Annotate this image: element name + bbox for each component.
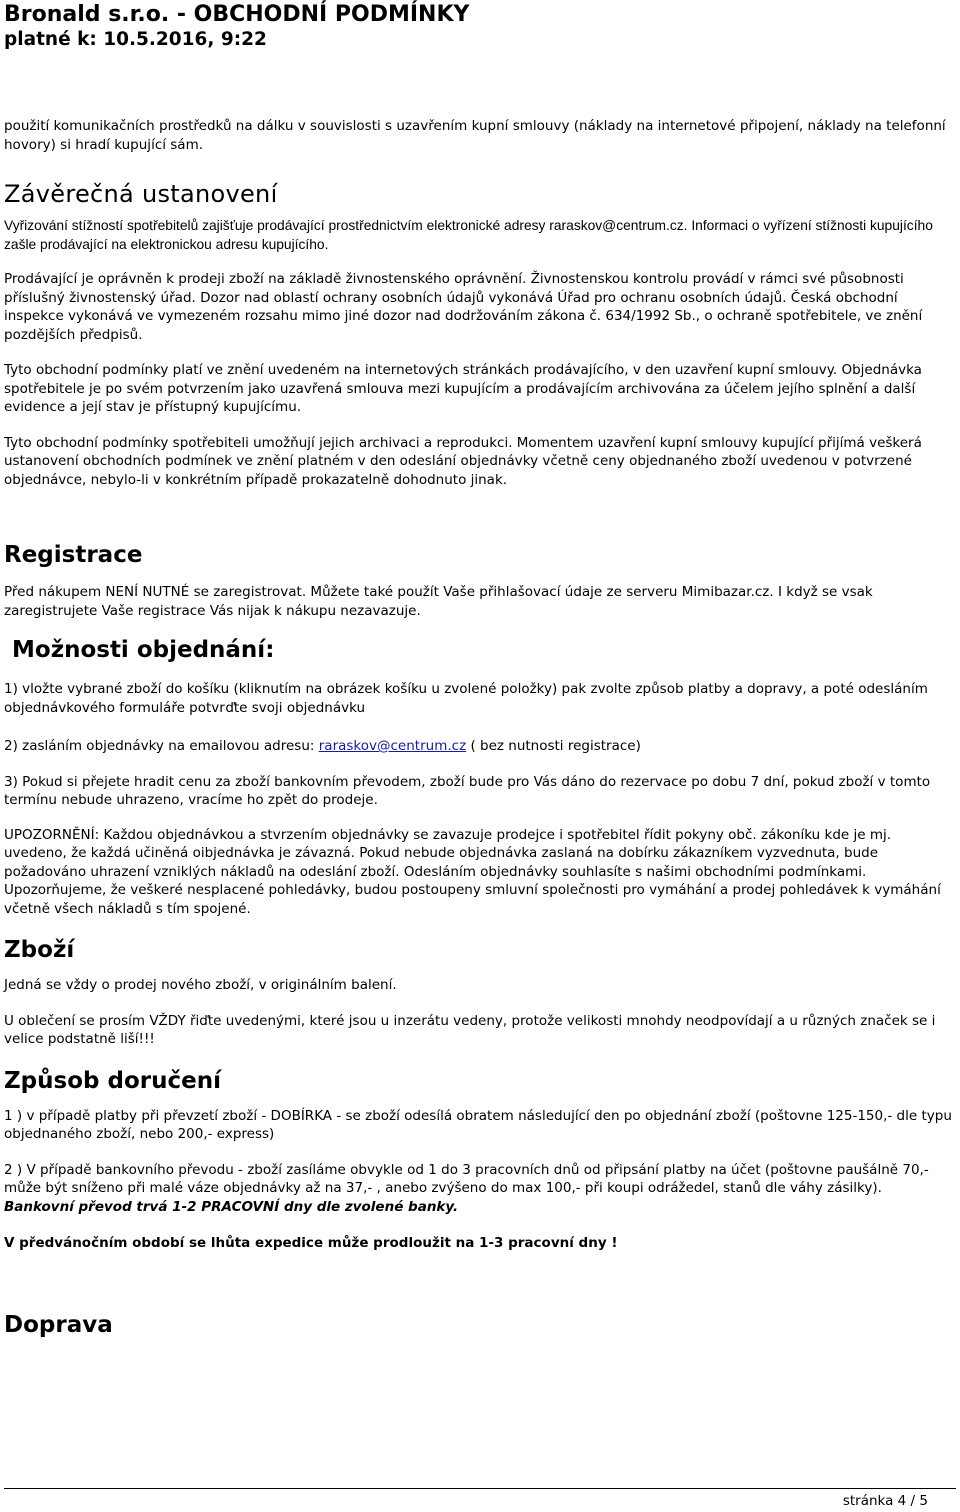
heading-registrace: Registrace xyxy=(4,542,143,568)
document-header xyxy=(4,2,469,52)
zbozi-p2: U oblečení se prosím VŽDY řiďte uvedenými, které jsou u inzerátu vedeny, protože velikosti mnohdy neodpovídají a u různých značek se i velice podstatně liší!!! xyxy=(4,1012,936,1047)
doruceni-p3: V předvánočním období se lhůta expedice může prodloužit na 1-3 pracovní dny ! xyxy=(4,1235,618,1251)
doruceni-p1: 1 ) v případě platby při převzetí zboží - DOBÍRKA - se zboží odesílá obratem následující den po objednání zboží (poštovne 125-150,- dle typu objednaného zboží, nebo 200,- express) xyxy=(4,1107,952,1142)
footer-divider xyxy=(4,1488,956,1489)
doruceni-p2-bold: Bankovní převod trvá 1-2 PRACOVNÍ dny dle zvolené banky. xyxy=(4,1198,459,1215)
intro-paragraph: použití komunikačních prostředků na dálku v souvislosti s uzavřením kupní smlouvy (náklady na internetové připojení, náklady na telefonní hovory) si hradí kupující sám. xyxy=(4,118,946,153)
zaverecna-p3: Tyto obchodní podmínky platí ve znění uvedeném na internetových stránkách prodávajícího, v den uzavření kupní smlouvy. Objednávka spotřebitele je po svém potvrzením jako uzavřená smlouva mezi kupujícím a prodávajícím archivována za účelem jejího splnění a další evidence a její stav je přístupný kupujícímu. xyxy=(4,362,922,415)
email-link[interactable]: raraskov@centrum.cz xyxy=(318,738,467,754)
zaverecna-p4: Tyto obchodní podmínky spotřebiteli umožňují jejich archivaci a reprodukci. Momentem uzavření kupní smlouvy kupující přijímá veškerá ustanovení obchodních podmínek ve znění platném v den odeslání objednávky včetně ceny objednaného zboží uvedenou v potvrzené objednávce, nebylo-li v konkrétním případě prokazatelně dohodnuto jinak. xyxy=(4,434,922,488)
registrace-p1: Před nákupem NENÍ NUTNÉ se zaregistrovat. Můžete také použít Vaše přihlašovací údaje ze serveru Mimibazar.cz. I když se vsak zaregistrujete Vaše registrace Vás nijak k nákupu nezavazuje. xyxy=(4,584,873,619)
document-body xyxy=(4,117,954,1339)
heading-zaverecna: Závěrečná ustanovení xyxy=(4,180,278,208)
heading-doprava: Doprava xyxy=(4,1311,113,1338)
moznosti-p2 xyxy=(4,737,954,756)
zaverecna-p1: Vyřizování stížností spotřebitelů zajišťuje prodávající prostřednictvím elektronické adresy raraskov@centrum.cz. Informaci o vyřízení stížnosti kupujícího zašle prodávající na elektronickou adresu kupujícího. xyxy=(4,218,933,252)
moznosti-p2-text: 2) zasláním objednávky na emailovou adresu: xyxy=(4,738,319,754)
heading-moznosti: Možnosti objednání: xyxy=(12,637,275,663)
document-title: Bronald s.r.o. - OBCHODNÍ PODMÍNKY xyxy=(4,2,470,27)
zaverecna-p2: Prodávající je oprávněn k prodeji zboží na základě živnostenského oprávnění. Živnostenskou kontrolu provádí v rámci své působnosti příslušný živnostenský úřad. Dozor nad oblastí ochrany osobních údajů vykonává Úřad pro ochranu osobních údajů. Česká obchodní inspekce vykonává ve vymezeném rozsahu mimo jiné dozor nad dodržováním zákona č. 634/1992 Sb., o ochraně spotřebitele, ve znění pozdějších předpisů. xyxy=(4,271,923,343)
heading-zbozi: Zboží xyxy=(4,937,75,963)
document-date: platné k: 10.5.2016, 9:22 xyxy=(4,29,267,50)
heading-doruceni: Způsob doručení xyxy=(4,1067,221,1094)
moznosti-upozorneni: UPOZORNĚNÍ: Každou objednávkou a stvrzením objednávky se zavazuje prodejce i spotřebitel řídit pokyny obč. zákoníku kde je mj. uvedeno, že každá učiněná oibjednávka je závazná. Pokud nebude objednávka zaslaná na dobírku zákazníkem vyzvednuta, bude požadováno uhrazení vzniklých nákladů na odeslání zboží. Odesláním objednávky souhlasíte s našimi obchodními podmínkami. Upozorňujeme, že veškeré nesplacené pohledávky, budou postoupeny smluvní společnosti pro vymáhání a prodej pohledávek k vymáhání včetně všech nákladů s tím spojené. xyxy=(4,826,941,917)
doruceni-p2 xyxy=(4,1161,954,1217)
doruceni-p2-text: 2 ) V případě bankovního převodu - zboží zasíláme obvykle od 1 do 3 pracovních dnů od připsání platby na účet (poštovne paušálně 70,- může být sníženo při malé váze objednávky až na 37,- , anebo zvýšeno do max 100,- při koupi odrážedel, stanů dle váhy zásilky). xyxy=(4,1161,929,1196)
moznosti-p2-note: ( bez nutnosti registrace) xyxy=(466,738,641,754)
moznosti-p1: 1) vložte vybrané zboží do košíku (kliknutím na obrázek košíku u zvolené položky) pak zvolte způsob platby a dopravy, a poté odesláním objednávkového formuláře potvrďte svoji objednávku xyxy=(4,681,928,716)
moznosti-p3: 3) Pokud si přejete hradit cenu za zboží bankovním převodem, zboží bude pro Vás dáno do rezervace po dobu 7 dní, pokud zboží v tomto termínu nebude uhrazeno, vracíme ho zpět do prodeje. xyxy=(4,773,931,808)
zbozi-p1: Jedná se vždy o prodej nového zboží, v originálním balení. xyxy=(4,977,397,993)
page-number: stránka 4 / 5 xyxy=(842,1493,928,1509)
